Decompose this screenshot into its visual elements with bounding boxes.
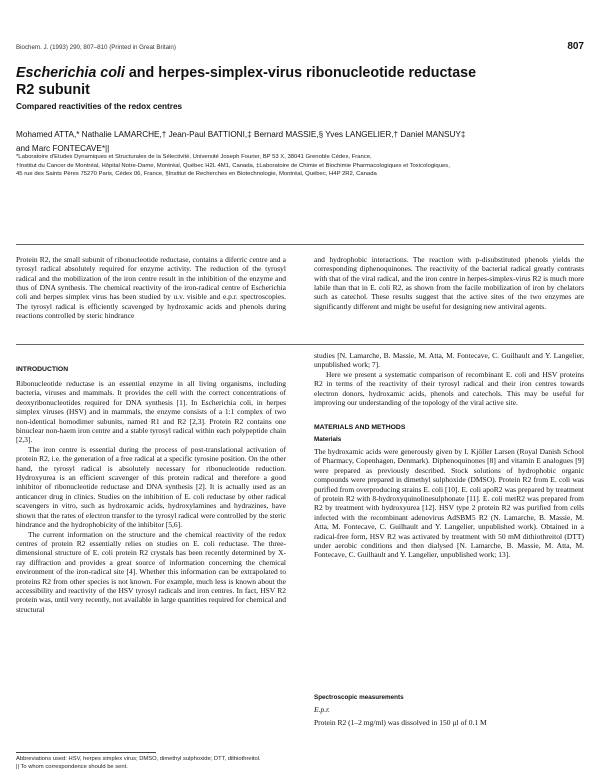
- materials-heading: Materials: [314, 436, 342, 443]
- journal-citation: Biochem. J. (1993) 290, 807–810 (Printed in Great Britain): [16, 44, 176, 51]
- intro-paragraph-1: Ribonucleotide reductase is an essential enzyme in all living organisms, including bacteria, viruses and mammals. It provides the cell with the correct concentrations of deoxyribonucleotides required for DNA synthesis [1]. In Escherichia coli, in herpes simplex viruses (HSV) and in mammals, the enzyme consists of a 1:1 complex of two non-identical homodimer subunits, named R1 and R2 [2,3]. Protein R2 contains one binuclear non-haem iron centre and a stable tyrosyl radical within each polypeptide chain [2,3].: [16, 379, 286, 445]
- abstract-left: Protein R2, the small subunit of ribonucleotide reductase, contains a diferric centre and a tyrosyl radical absolutely required for enzyme activity. The reduction of the tyrosyl radical and the mobilization of the iron centre result in the inhibition of the enzyme and thus of DNA synthesis. The chemical reactivity of the iron-radical centre of Escherichia coli and herpes simplex virus has been studied by u.v. visible and e.p.r. spectroscopies. The tyrosyl radical is efficiently scavenged by hydroxamic acids and phenols during reactions controlled by steric hindrance: [16, 255, 286, 321]
- authors-line-2: and Marc FONTECAVE*||: [16, 143, 110, 153]
- intro-paragraph-3: The current information on the structure and the chemical reactivity of the redox centres of protein R2 essentially relies on studies on E. coli reductase. The three-dimensional structure of E. coli protein R2 crystals has been recently determined by X-ray diffraction and provides a great source of information concerning the chemical environment of the iron-radical site [4]. Whether this information can be extrapolated to proteins R2 from other species is not known. For example, much less is known about the accessibility and reactivity of the HSV tyrosyl radicals and iron centres. In fact, HSV R2 protein was, until very recently, not available in large quantities required for chemical and structural: [16, 529, 286, 614]
- materials-paragraph: The hydroxamic acids were generously given by I. Kjöller Larsen (Royal Danish School of Pharmacy, Copenhagen, Denmark). Diphenoquinones [8] and vitamin E analogues [9] were prepared as previously described. Stock solutions of hydrophobic organic compounds were prepared in dimethyl sulphoxide (DMSO). Protein R2 from E. coli was purified from overproducing strains E. coli [10]. E. coli apoR2 was prepared by treatment of protein R2 with 8-hydroxyquinolinesulphonate [11]. E. coli metR2 was prepared from R2 by treatment with hydroxyurea [12]. HSV type 2 protein R2 was purified from cells infected with the recombinant adenovirus AdSBM5 R2 (N. Lamarche, B. Massie, M. Atta, M. Fontecave, C. Guilhault and Y. Langelier, unpublished work). Obtained in a radical-free form, HSV R2 was activated by treatment with 50 mM dithiothreitol (DTT) under aerobic conditions and then dialysed [N. Lamarche, B. Massie, M. Atta, M. Fontecave, C. Guilhault and Y. Langelier, unpublished work; 13].: [314, 447, 584, 560]
- epr-text-block: [314, 718, 584, 727]
- epr-paragraph: Protein R2 (1–2 mg/ml) was dissolved in 150 µl of 0.1 M: [314, 718, 487, 727]
- right-paragraph-1: studies [N. Lamarche, B. Massie, M. Atta, M. Fontecave, C. Guilhault and Y. Langelier, unpublished work; 7].: [314, 351, 584, 370]
- introduction-heading: INTRODUCTION: [16, 366, 69, 373]
- author-list: [16, 128, 584, 155]
- footnote-abbreviations: Abbreviations used: HSV, herpes simplex virus; DMSO, dimethyl sulphoxide; DTT, dithiothreitol.: [16, 756, 261, 762]
- intro-paragraph-2: The iron centre is essential during the process of post-translational activation of protein R2, i.e. the generation of a free radical at a specific tyrosine position. On the other hand, the tyrosyl radical is absolutely necessary for ribonucleotide reduction. Hydroxyurea is an efficient scavenger of this protein radical and therefore a good inhibitor of ribonucleotide reductase and DNA synthesis [2]. It is actually used as an anticancer drug in clinics. Studies on the inhibition of E. coli reductase by other radical scavengers in vitro, such as hydroxamic acids, hydroxylamines and hydrazines, have shown that the rates of electron transfer to the tyrosyl radical were controlled by the steric hindrance and the hydrophobicity of the inhibitor [5,6].: [16, 444, 286, 530]
- spectroscopic-heading: Spectroscopic measurements: [314, 694, 404, 701]
- methods-heading: MATERIALS AND METHODS: [314, 424, 406, 431]
- affiliations: [16, 153, 584, 179]
- abstract-top-rule: [16, 244, 584, 245]
- title-line1-rest: and herpes-simplex-virus ribonucleotide reductase: [124, 65, 477, 81]
- body-right-column-top: [314, 351, 584, 407]
- paper-title: [16, 65, 584, 98]
- footnote-rule: [16, 752, 156, 753]
- right-paragraph-2: Here we present a systematic comparison of recombinant E. coli and HSV proteins R2 in terms of the reactivity of their tyrosyl radical and their iron centres towards electron donors, hydroxamic acids, phenols and catechols. This may be useful for improving our understanding of the topology of the viral active site.: [314, 369, 584, 408]
- body-left-column: [16, 379, 286, 614]
- footnote-correspondence: || To whom correspondence should be sent.: [16, 763, 128, 770]
- footnotes: [16, 756, 584, 771]
- paper-subtitle: Compared reactivities of the redox centres: [16, 102, 183, 111]
- affiliation-line-1: *Laboratoire d'Etudes Dynamiques et Structurales de la Sélectivité, Université Joseph Fourier, BP 53 X, 38041 Grenoble Cédex, France,: [16, 154, 372, 160]
- page-number: 807: [567, 41, 584, 52]
- title-italic: Escherichia coli: [16, 65, 125, 81]
- authors-line-1: Mohamed ATTA,* Nathalie LAMARCHE,† Jean-Paul BATTIONI,‡ Bernard MASSIE,§ Yves LANGELIER,† Daniel MANSUY‡: [16, 130, 466, 139]
- running-header: [16, 41, 584, 53]
- affiliation-line-2: †Institut du Cancer de Montréal, Hôpital Notre-Dame, Montréal, Québec H2L 4M1, Canada, ‡Laboratoire de Chimie et Biochimie Pharmacologiques et Toxicologiques,: [16, 162, 450, 169]
- abstract-bottom-rule: [16, 344, 584, 345]
- affiliation-line-3: 45 rue des Saints Pères 75270 Paris, Cédex 06, France, §Institut de Recherches en Biotechnologie, Montréal, Québec, H4P 2R2, Canada: [16, 171, 377, 178]
- title-line2: R2 subunit: [16, 81, 90, 98]
- epr-heading: E.p.r.: [314, 705, 331, 714]
- materials-text-block: [314, 447, 584, 560]
- abstract-right: and hydrophobic interactions. The reaction with p-disubstituted phenols yields the corresponding diphenoquinones. The reactivity of the bacterial radical greatly contrasts with that of the viral radical, and the iron centre in herpes-simplex-virus R2 is much more labile than that in E. coli R2, as shown from the facile mobilization of iron by chelators such as catechol. These results suggest that the active sites of the two enzymes are significantly different and might be useful for designing new antiviral agents.: [314, 255, 584, 311]
